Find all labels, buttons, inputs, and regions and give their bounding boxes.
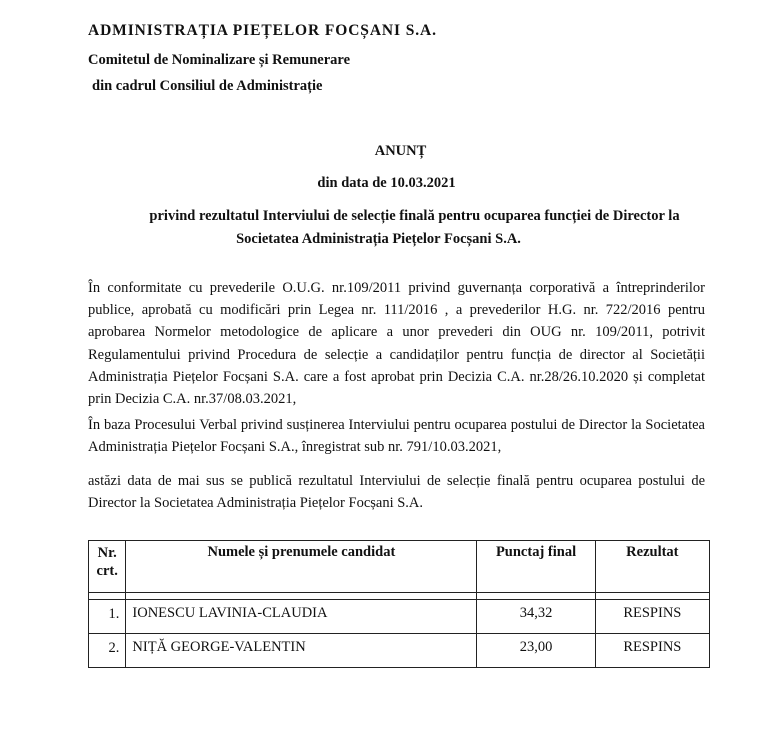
paragraph-legal-basis: În conformitate cu prevederile O.U.G. nr.109/2011 privind guvernanța corporativă a întreprinderilor publice, aprobată cu modificări prin Legea nr. 111/2016 , a prevederilor H.G. nr. 722/2016 pentru aprobarea Normelor metodologice de aplicare a unor prevederi din OUG nr. 109/2011, potrivit Regulamentului privind Procedura de selecție a candidaților pentru funcția de director al Societății Administrația Piețelor Focșani S.A. care a fost aprobat prin Decizia C.A. nr.28/26.10.2020 și completat prin Decizia C.A. nr.37/08.03.2021, (88, 280, 705, 408)
committee-name: Comitetul de Nominalizare și Remunerare (88, 52, 351, 68)
row-result: RESPINS (595, 634, 709, 668)
row-nr: 1. (89, 600, 126, 634)
paragraph-publication: astăzi data de mai sus se publică rezultatul Interviului de selecție finală pentru ocuparea postului de Director la Societatea Administrația Piețelor Focșani S.A. (88, 473, 705, 512)
row-candidate-name: NIȚĂ GEORGE-VALENTIN (126, 634, 477, 668)
row-final-score: 23,00 (477, 634, 595, 668)
results-table (88, 540, 710, 668)
notice-date: din data de 10.03.2021 (317, 175, 456, 191)
row-result: RESPINS (595, 600, 709, 634)
row-nr: 2. (89, 634, 126, 668)
board-name: din cadrul Consiliul de Administrație (92, 78, 323, 94)
table-spacer-row (89, 593, 710, 600)
company-name: ADMINISTRAȚIA PIEȚELOR FOCȘANI S.A. (88, 22, 437, 39)
table-row (89, 634, 710, 668)
header-candidate-name: Numele și prenumele candidat (126, 541, 477, 593)
row-candidate-name: IONESCU LAVINIA-CLAUDIA (126, 600, 477, 634)
table-header-row (89, 541, 710, 593)
row-final-score: 34,32 (477, 600, 595, 634)
header-result: Rezultat (595, 541, 709, 593)
header-final-score: Punctaj final (477, 541, 595, 593)
table-row (89, 600, 710, 634)
paragraph-interview-report: În baza Procesului Verbal privind susținerea Interviului pentru ocuparea postului de Director la Societatea Administrația Piețelor Focșani S.A., înregistrat sub nr. 791/10.03.2021, (88, 417, 705, 456)
notice-subject-line-1: privind rezultatul Interviului de selecție finală pentru ocuparea funcției de Director la (149, 208, 680, 224)
header-nr-crt: Nr. crt. (89, 541, 126, 593)
notice-subject-line-2: Societatea Administrația Piețelor Focșani S.A. (236, 231, 521, 247)
notice-title: ANUNȚ (374, 143, 427, 159)
